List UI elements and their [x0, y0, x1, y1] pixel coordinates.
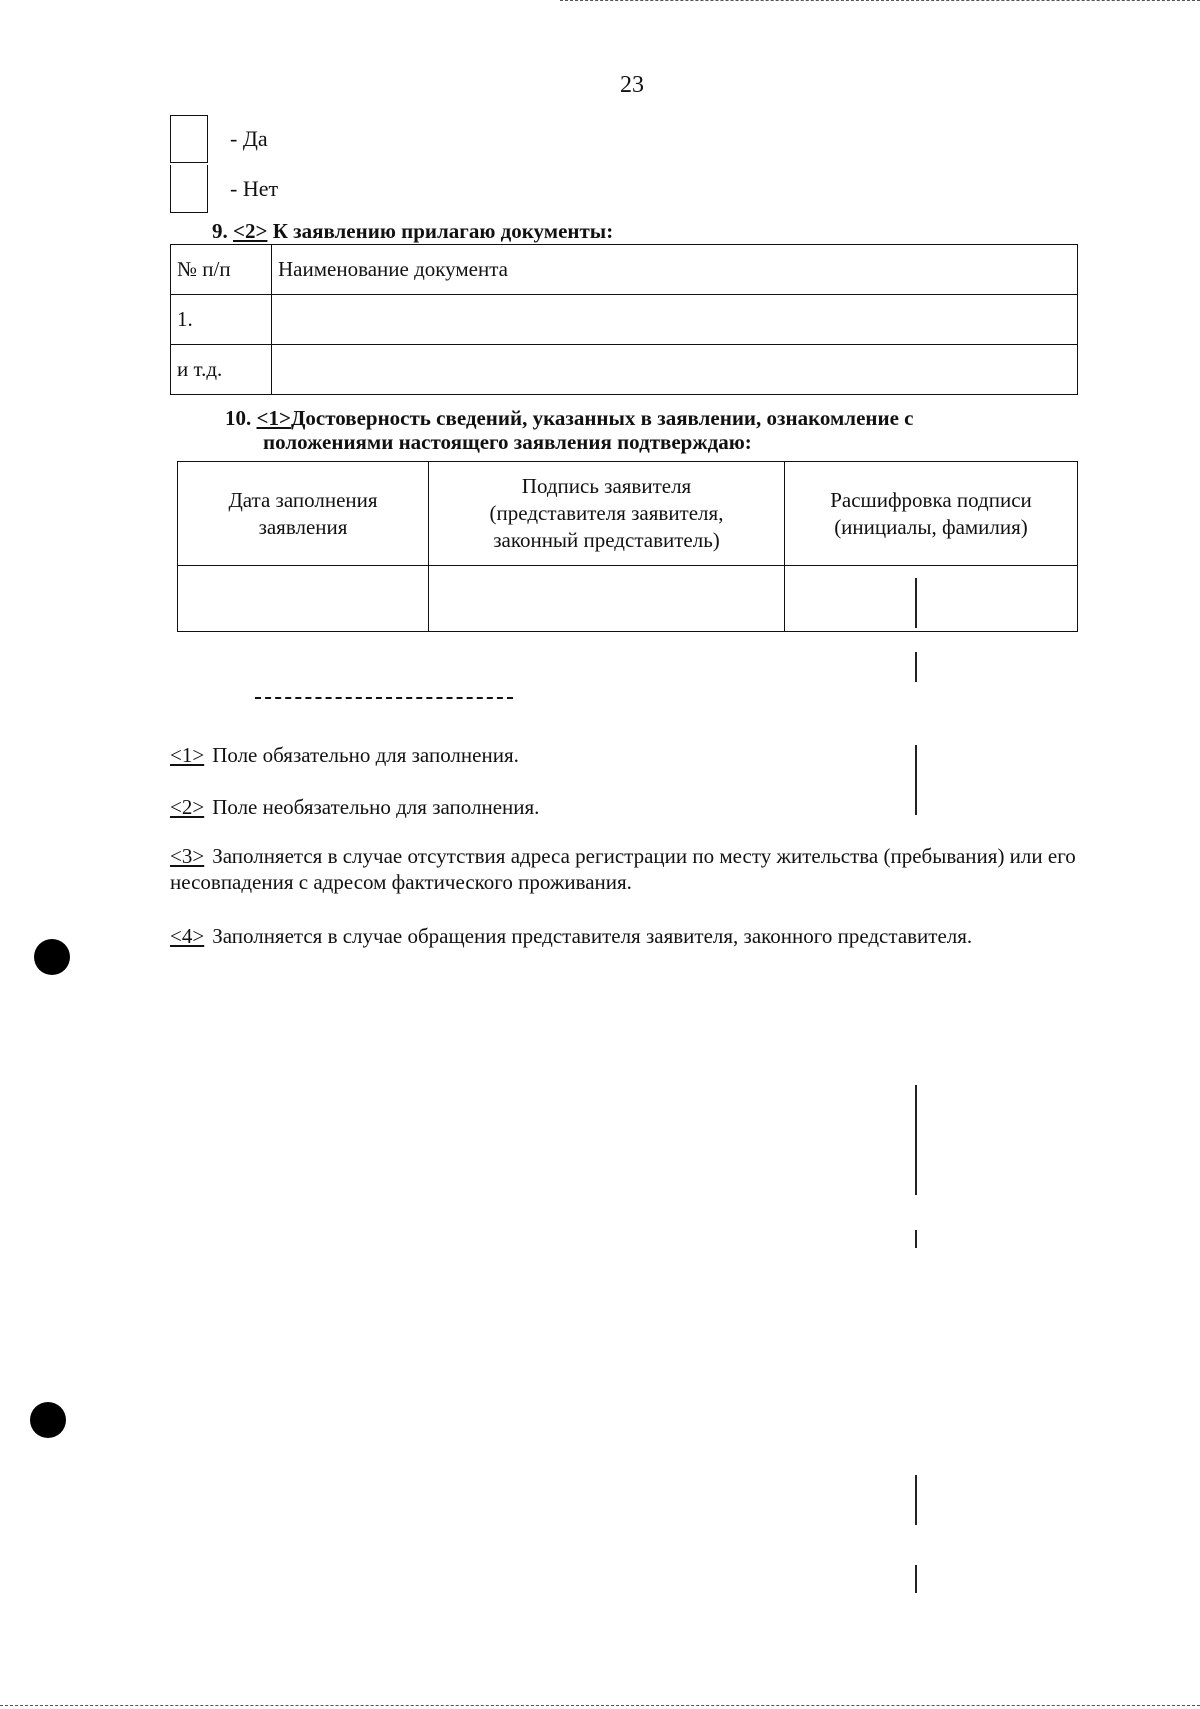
documents-table-header-row	[171, 245, 1078, 295]
signature-header-transcript	[785, 462, 1078, 566]
documents-row-etc-name-cell[interactable]	[272, 345, 1078, 395]
documents-row-etc-number: и т.д.	[171, 345, 272, 395]
footnote-4-text: Заполняется в случае обращения представителя заявителя, законного представителя.	[212, 924, 973, 948]
documents-header-number: № п/п	[171, 245, 272, 295]
scan-artifact-line	[915, 745, 917, 815]
signature-header-signature-line-2: (представителя заявителя,	[489, 501, 724, 525]
signature-date-cell[interactable]	[178, 566, 429, 632]
table-row	[171, 295, 1078, 345]
signature-table-header-row	[178, 462, 1078, 566]
documents-table	[170, 244, 1078, 395]
signature-header-signature	[429, 462, 785, 566]
yes-no-checkbox-group	[170, 114, 278, 214]
footnote-3	[170, 843, 1120, 895]
signature-header-date	[178, 462, 429, 566]
page-number: 23	[620, 72, 644, 98]
signature-header-signature-line-3: законный представитель)	[493, 528, 720, 552]
checkbox-row-yes	[170, 114, 278, 164]
footnote-separator	[255, 697, 513, 699]
section-9-heading	[212, 219, 613, 243]
signature-header-transcript-line-2: (инициалы, фамилия)	[834, 514, 1028, 539]
scan-edge-top	[560, 0, 1200, 1]
section-10-title-line-2: положениями настоящего заявления подтверждаю:	[263, 430, 752, 454]
footnote-2	[170, 794, 1120, 820]
footnote-4	[170, 923, 1120, 949]
checkbox-row-no	[170, 164, 278, 214]
scan-artifact-line	[915, 578, 917, 628]
signature-header-transcript-line-1: Расшифровка подписи	[830, 487, 1032, 512]
documents-header-name: Наименование документа	[272, 245, 1078, 295]
section-9-number: 9.	[212, 219, 228, 243]
scan-edge-bottom	[0, 1705, 1200, 1706]
section-9-title: К заявлению прилагаю документы:	[272, 219, 614, 243]
scan-artifact-line	[915, 1565, 917, 1593]
signature-transcript-cell[interactable]	[785, 566, 1078, 632]
signature-header-date-line-1: Дата заполнения	[228, 487, 378, 512]
section-9-mark: <2>	[233, 219, 268, 243]
checkbox-yes[interactable]	[170, 115, 208, 163]
checkbox-no-label: - Нет	[230, 176, 279, 201]
punch-hole-bottom	[30, 1402, 66, 1438]
scan-artifact-line	[915, 1085, 917, 1195]
footnote-2-text: Поле необязательно для заполнения.	[212, 795, 540, 819]
signature-sign-cell[interactable]	[429, 566, 785, 632]
signature-header-signature-line-1: Подпись заявителя	[521, 474, 692, 498]
section-10-mark: <1>	[256, 406, 291, 430]
signature-header-date-line-2: заявления	[258, 514, 348, 539]
scan-artifact-line	[915, 1475, 917, 1525]
footnote-3-text: Заполняется в случае отсутствия адреса регистрации по месту жительства (пребывания) или его несовпадения с адресом фактического проживания.	[170, 844, 1076, 894]
documents-row-1-name-cell[interactable]	[272, 295, 1078, 345]
scan-artifact-line	[915, 652, 917, 682]
footnote-3-mark: <3>	[170, 844, 205, 868]
table-row	[178, 566, 1078, 632]
footnote-1-mark: <1>	[170, 743, 205, 767]
checkbox-no[interactable]	[170, 165, 208, 213]
punch-hole-top	[34, 939, 70, 975]
signature-table	[177, 461, 1078, 632]
footnote-2-mark: <2>	[170, 795, 205, 819]
footnote-1-text: Поле обязательно для заполнения.	[212, 743, 519, 767]
section-10-number: 10.	[225, 406, 252, 430]
footnote-1	[170, 742, 1120, 768]
documents-row-1-number: 1.	[171, 295, 272, 345]
footnote-4-mark: <4>	[170, 924, 205, 948]
scan-artifact-line	[915, 1230, 917, 1248]
checkbox-yes-label: - Да	[230, 126, 268, 151]
section-10-title-line-1: Достоверность сведений, указанных в заявлении, ознакомление с	[290, 406, 914, 430]
table-row	[171, 345, 1078, 395]
section-10-heading	[225, 406, 1065, 454]
